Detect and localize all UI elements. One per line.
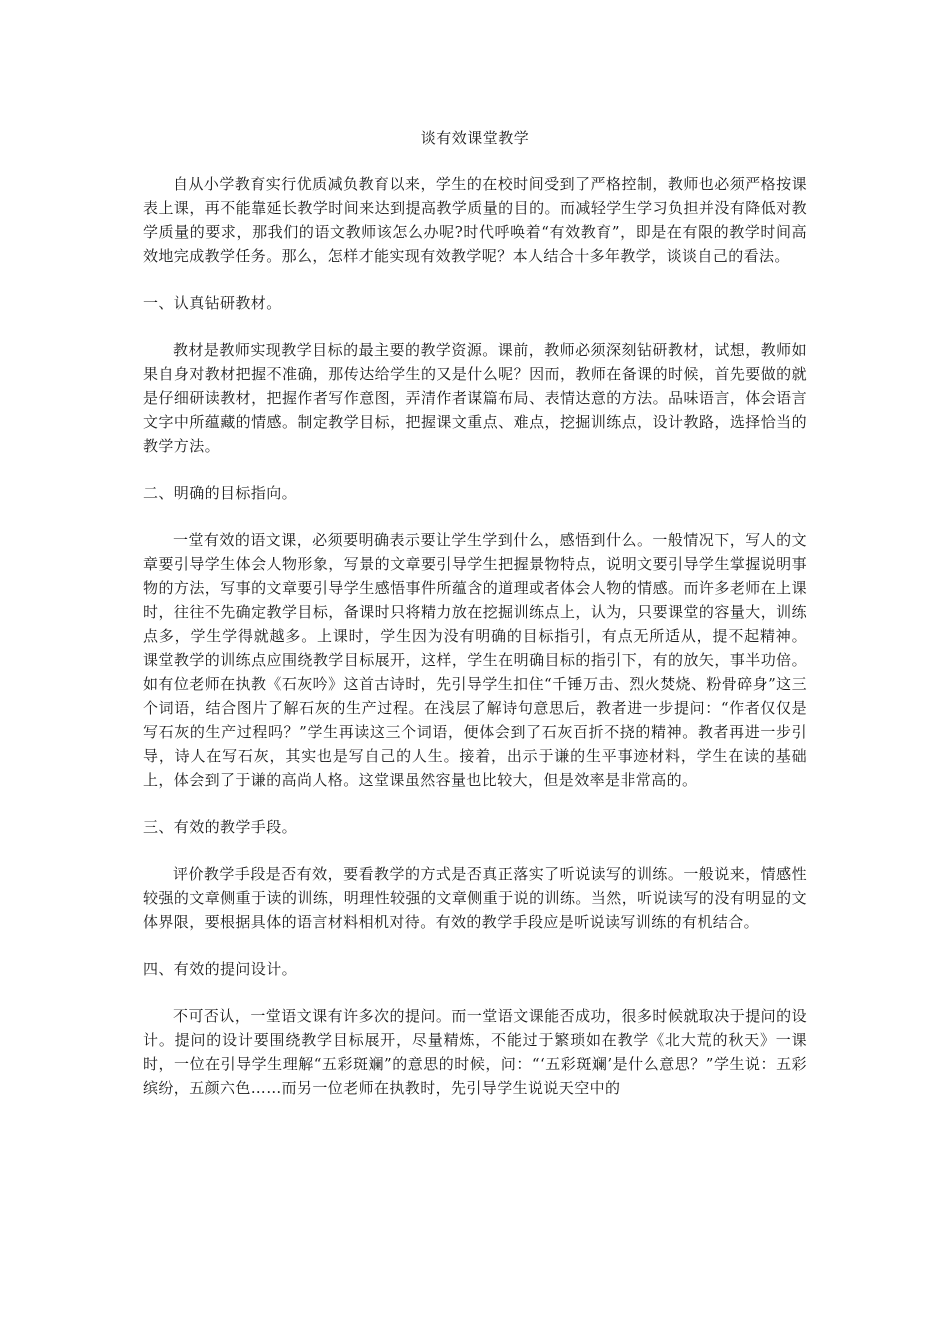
section-body-4: 不可否认，一堂语文课有许多次的提问。而一堂语文课能否成功，很多时候就取决于提问的设计。提问的设计要围绕教学目标展开，尽量精炼，不能过于繁琐如在教学《北大荒的秋天》一课时，一位在引导学生理解“五彩斑斓”的意思的时候，问：“‘五彩斑斓’是什么意思？”学生说：五彩缤纷，五颜六色……而另一位老师在执教时，先引导学生说说天空中的 xyxy=(143,1007,807,1097)
section-body-1: 教材是教师实现教学目标的最主要的教学资源。课前，教师必须深刻钻研教材，试想，教师如果自身对教材把握不准确，那传达给学生的又是什么呢？因而，教师在备课的时候，首先要做的就是仔细研读教材，把握作者写作意图，弄清作者谋篇布局、表情达意的方法。品味语言，体会语言文字中所蕴藏的情感。制定教学目标，把握课文重点、难点，挖掘训练点，设计教路，选择恰当的教学方法。 xyxy=(143,341,807,455)
section-heading-3: 三、有效的教学手段。 xyxy=(143,818,298,836)
section-body-2: 一堂有效的语文课，必须要明确表示要让学生学到什么，感悟到什么。一般情况下，写人的文章要引导学生体会人物形象，写景的文章要引导学生把握景物特点，说明文要引导学生掌握说明事物的方法，写事的文章要引导学生感悟事件所蕴含的道理或者体会人物的情感。而许多老师在上课时，往往不先确定教学目标，备课时只将精力放在挖掘训练点上，认为，只要课堂的容量大，训练点多，学生学得就越多。上课时，学生因为没有明确的目标指引，有点无所适从，提不起精神。 课堂教学的训练点应围绕教学目标展开，这样，学生在明确目标的指引下，有的放矢，事半功倍。如有位老师在执教《石灰吟》这首古诗时，先引导学生扣住“千锤万击、烈火焚烧、粉骨碎身”这三个词语，结合图片了解石灰的生产过程。在浅层了解诗句意思后，教者进一步提问：“作者仅仅是写石灰的生产过程吗？”学生再读这三个词语，便体会到了石灰百折不挠的精神。教者再进一步引导，诗人在写石灰，其实也是写自己的人生。接着，出示于谦的生平事迹材料，学生在读的基础上，体会到了于谦的高尚人格。这堂课虽然容量也比较大，但是效率是非常高的。 xyxy=(143,531,807,789)
section-body-3: 评价教学手段是否有效，要看教学的方式是否真正落实了听说读写的训练。一般说来，情感性较强的文章侧重于读的训练，明理性较强的文章侧重于说的训练。当然，听说读写的没有明显的文体界限，要根据具体的语言材料相机对待。有效的教学手段应是听说读写训练的有机结合。 xyxy=(143,865,807,931)
intro-paragraph: 自从小学教育实行优质减负教育以来，学生的在校时间受到了严格控制，教师也必须严格按课表上课，再不能靠延长教学时间来达到提高教学质量的目的。而减轻学生学习负担并没有降低对教学质量的要求，那我们的语文教师该怎么办呢?时代呼唤着“有效教育”，即是在有限的教学时间高效地完成教学任务。那么，怎样才能实现有效教学呢？本人结合十多年教学，谈谈自己的看法。 xyxy=(143,175,807,265)
section-heading-4: 四、有效的提问设计。 xyxy=(143,960,298,978)
document-title: 谈有效课堂教学 xyxy=(420,129,530,147)
document-body xyxy=(143,126,807,1123)
section-heading-2: 二、明确的目标指向。 xyxy=(143,484,298,502)
section-heading-1: 一、认真钻研教材。 xyxy=(143,294,282,312)
